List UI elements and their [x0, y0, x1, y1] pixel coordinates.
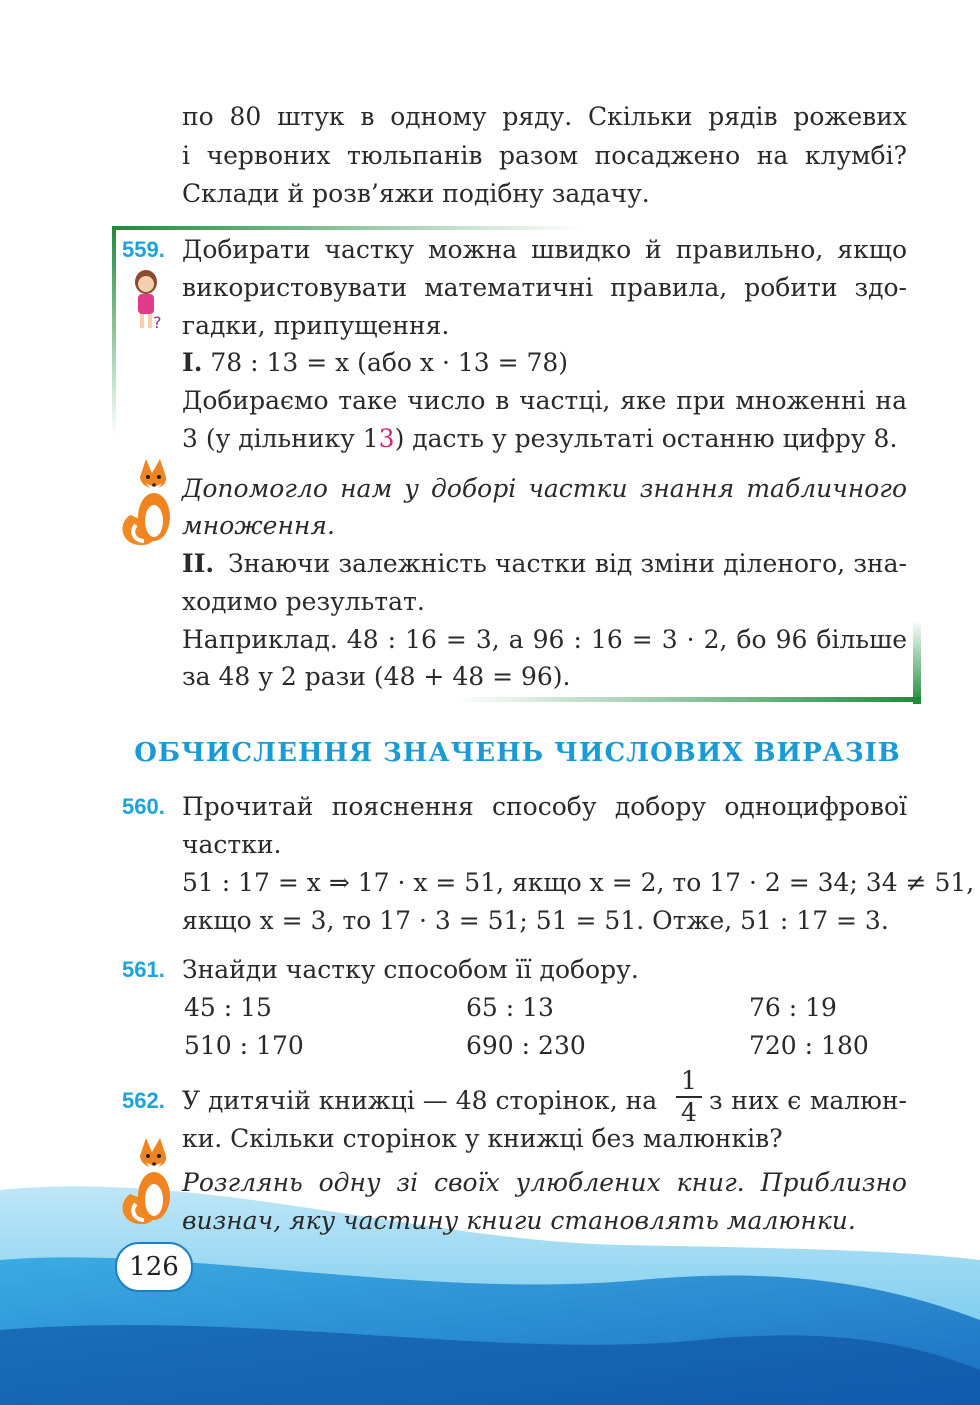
- page-number: 126: [115, 1242, 193, 1292]
- frame-left: [112, 226, 116, 436]
- part2-label: II.: [182, 549, 215, 578]
- task559-line-6: [182, 421, 897, 457]
- task-number-562: 562.: [122, 1088, 165, 1113]
- task562-line-2: ки. Скільки сторінок у книжці без малюнків?: [182, 1124, 783, 1153]
- task-number-560: 560.: [122, 794, 165, 819]
- l6-part-c: ) дасть у результаті останню цифру 8.: [394, 424, 898, 453]
- task559-line-1: Добирати частку можна швидко й правильно, якщо: [182, 235, 907, 264]
- task559-line-10: ходимо результат.: [182, 587, 425, 616]
- task-number-561: 561.: [122, 957, 165, 982]
- part1-label: I.: [182, 348, 203, 377]
- task560-line-3: 51 : 17 = x ⇒ 17 · x = 51, якщо x = 2, то 17 · 2 = 34; 34 ≠ 51,: [182, 868, 975, 897]
- task559-line-3: гадки, припущення.: [182, 311, 450, 340]
- expression-cell: 720 : 180: [749, 1031, 869, 1060]
- task559-line-2: використовувати математичні правила, робити здо-: [182, 273, 907, 302]
- l6-part-a: 3 (у дільнику 1: [182, 424, 379, 453]
- fox-hint-1-line-1: Допомогло нам у доборі частки знання табличного: [182, 474, 907, 503]
- frame-right: [913, 620, 921, 704]
- task561-line-1: Знайди частку способом її добору.: [182, 955, 639, 984]
- svg-text:?: ?: [153, 313, 162, 332]
- frame-bottom: [455, 697, 921, 702]
- intro-line-2: і червоних тюльпанів разом посаджено на клумбі?: [182, 141, 907, 170]
- part2-text: Знаючи залежність частки від зміни діленого, зна-: [228, 549, 907, 578]
- fox-hint-2-line-1: Розглянь одну зі своїх улюблених книг. Приблизно: [182, 1168, 907, 1197]
- fox-hint-1-line-2: множення.: [182, 511, 335, 540]
- task562-line-1b: з них є малюн-: [709, 1086, 907, 1115]
- expression-cell: 76 : 19: [749, 993, 837, 1022]
- intro-line-3: Склади й розв’яжи подібну задачу.: [182, 179, 650, 208]
- section-title: ОБЧИСЛЕННЯ ЗНАЧЕНЬ ЧИСЛОВИХ ВИРАЗІВ: [134, 738, 901, 768]
- expression-cell: 690 : 230: [466, 1031, 586, 1060]
- highlight-digit: 3: [378, 424, 395, 453]
- task560-line-4: якщо x = 3, то 17 · 3 = 51; 51 = 51. Отже, 51 : 17 = 3.: [182, 906, 889, 935]
- expression-cell: 510 : 170: [184, 1031, 304, 1060]
- task560-line-1: Прочитай пояснення способу добору одноцифрової: [182, 792, 907, 821]
- girl-illustration: [126, 268, 166, 334]
- expression-cell: 45 : 15: [184, 993, 272, 1022]
- part1-equation: 78 : 13 = x (або x · 13 = 78): [210, 348, 569, 377]
- task559-line-5: Добираємо таке число в частці, яке при множенні на: [182, 386, 907, 415]
- fraction-denominator: 4: [681, 1098, 697, 1127]
- task-number-559: 559.: [122, 237, 165, 262]
- task559-line-12: за 48 у 2 рази (48 + 48 = 96).: [182, 662, 571, 691]
- fox-hint-2-line-2: визнач, яку частину книги становлять малюнки.: [182, 1206, 856, 1235]
- task560-line-2: частки.: [182, 830, 282, 859]
- fox-illustration: [116, 1134, 182, 1226]
- intro-line-1: по 80 штук в одному ряду. Скільки рядів рожевих: [182, 102, 907, 131]
- task559-line-11: Наприклад. 48 : 16 = 3, а 96 : 16 = 3 · 2, бо 96 більше: [182, 625, 907, 654]
- expression-cell: 65 : 13: [466, 993, 554, 1022]
- task562-line-1a: У дитячій книжці — 48 сторінок, на: [182, 1086, 658, 1115]
- task559-part1: [182, 345, 568, 381]
- fraction-numerator: 1: [681, 1066, 697, 1095]
- fraction: [676, 1068, 702, 1126]
- task559-part2: [182, 546, 907, 582]
- frame-top: [112, 226, 582, 230]
- fox-illustration: [116, 455, 182, 547]
